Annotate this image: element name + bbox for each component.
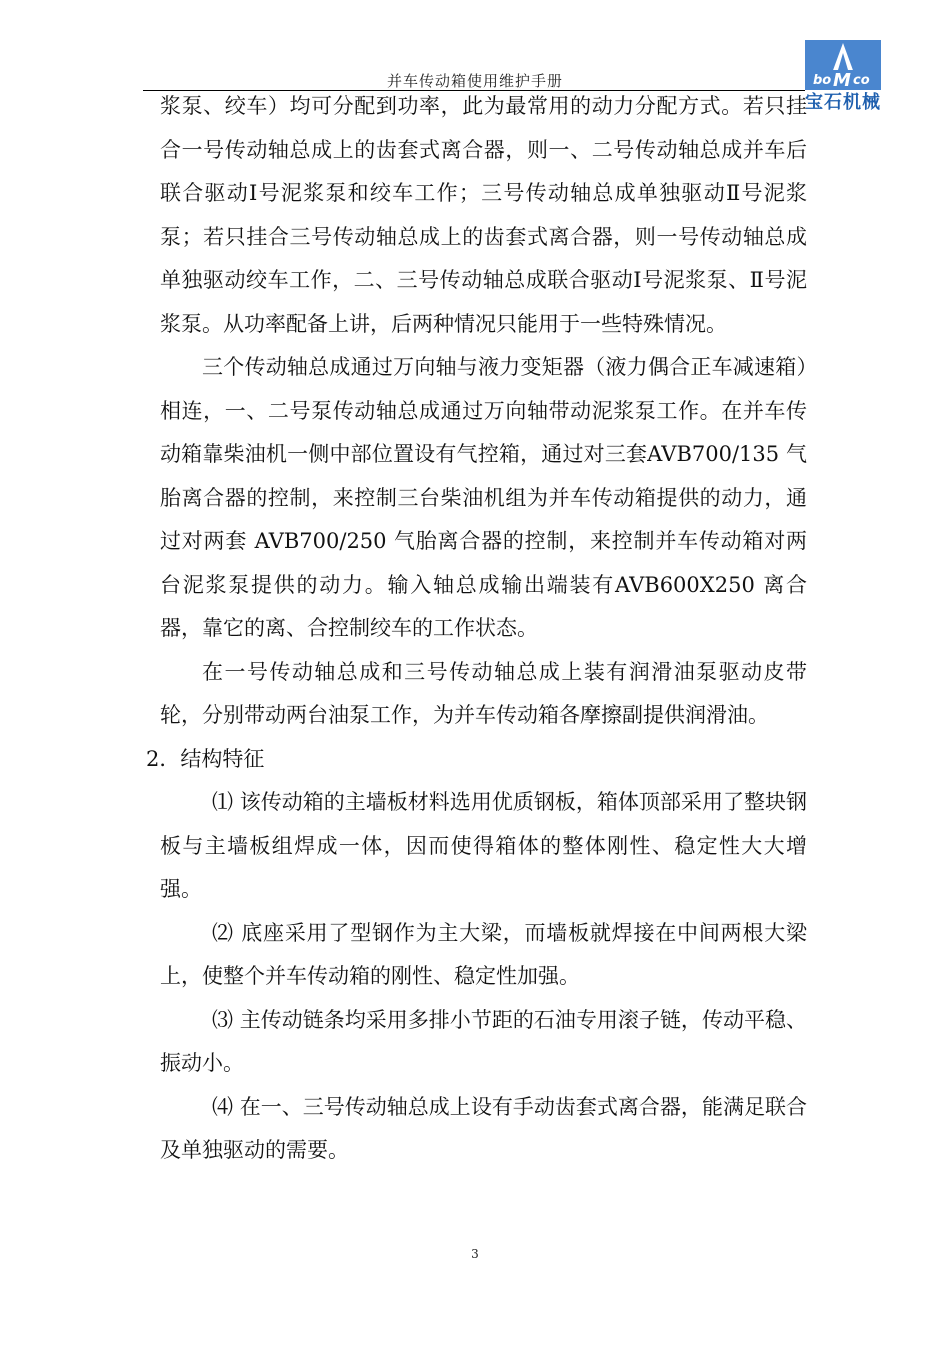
paragraph-continued: 浆泵、绞车）均可分配到功率，此为最常用的动力分配方式。若只挂合一号传动轴总成上的齿套式离合器，则一、二号传动轴总成并车后联合驱动Ⅰ号泥浆泵和绞车工作；三号传动轴总成单独驱动Ⅱ号泥浆泵；若只挂合三号传动轴总成上的齿套式离合器，则一号传动轴总成单独驱动绞车工作，二、三号传动轴总成联合驱动Ⅰ号泥浆泵、Ⅱ号泥浆泵。从功率配备上讲，后两种情况只能用于一些特殊情况。	[160, 94, 807, 336]
logo-emblem	[805, 40, 881, 90]
section-heading: 2．结构特征	[146, 746, 265, 771]
feature-item-1: ⑴ 该传动箱的主墙板材料选用优质钢板，箱体顶部采用了整块钢板与主墙板组焊成一体，因而使得箱体的整体刚性、稳定性大大增强。	[160, 790, 807, 901]
logo-chinese-name: 宝石机械	[805, 92, 881, 113]
svg-text:co: co	[853, 73, 870, 88]
page-number: 3	[471, 1247, 479, 1261]
logo-derrick-icon	[805, 40, 881, 90]
paragraph-lubrication: 在一号传动轴总成和三号传动轴总成上装有润滑油泵驱动皮带轮，分别带动两台油泵工作，为并车传动箱各摩擦副提供润滑油。	[160, 659, 807, 727]
document-body	[146, 85, 807, 1173]
header-title: 并车传动箱使用维护手册	[386, 72, 563, 90]
company-logo	[805, 40, 881, 116]
svg-text:M: M	[833, 70, 851, 90]
feature-item-3: ⑶ 主传动链条均采用多排小节距的石油专用滚子链，传动平稳、振动小。	[160, 1007, 807, 1075]
feature-item-4: ⑷ 在一、三号传动轴总成上设有手动齿套式离合器，能满足联合及单独驱动的需要。	[160, 1094, 807, 1162]
paragraph-transmission-shafts: 三个传动轴总成通过万向轴与液力变矩器（液力偶合正车减速箱）相连，一、二号泵传动轴总成通过万向轴带动泥浆泵工作。在并车传动箱靠柴油机一侧中部位置设有气控箱，通过对三套AVB700/135 气胎离合器的控制，来控制三台柴油机组为并车传动箱提供的动力，通过对两套 AVB700/250 气胎离合器的控制，来控制并车传动箱对两台泥浆泵提供的动力。输入轴总成输出端装有AVB600X250 离合器，靠它的离、合控制绞车的工作状态。	[160, 355, 807, 640]
feature-item-2: ⑵ 底座采用了型钢作为主大梁，而墙板就焊接在中间两根大梁上，使整个并车传动箱的刚性、稳定性加强。	[160, 920, 807, 988]
svg-text:bo: bo	[813, 73, 832, 88]
